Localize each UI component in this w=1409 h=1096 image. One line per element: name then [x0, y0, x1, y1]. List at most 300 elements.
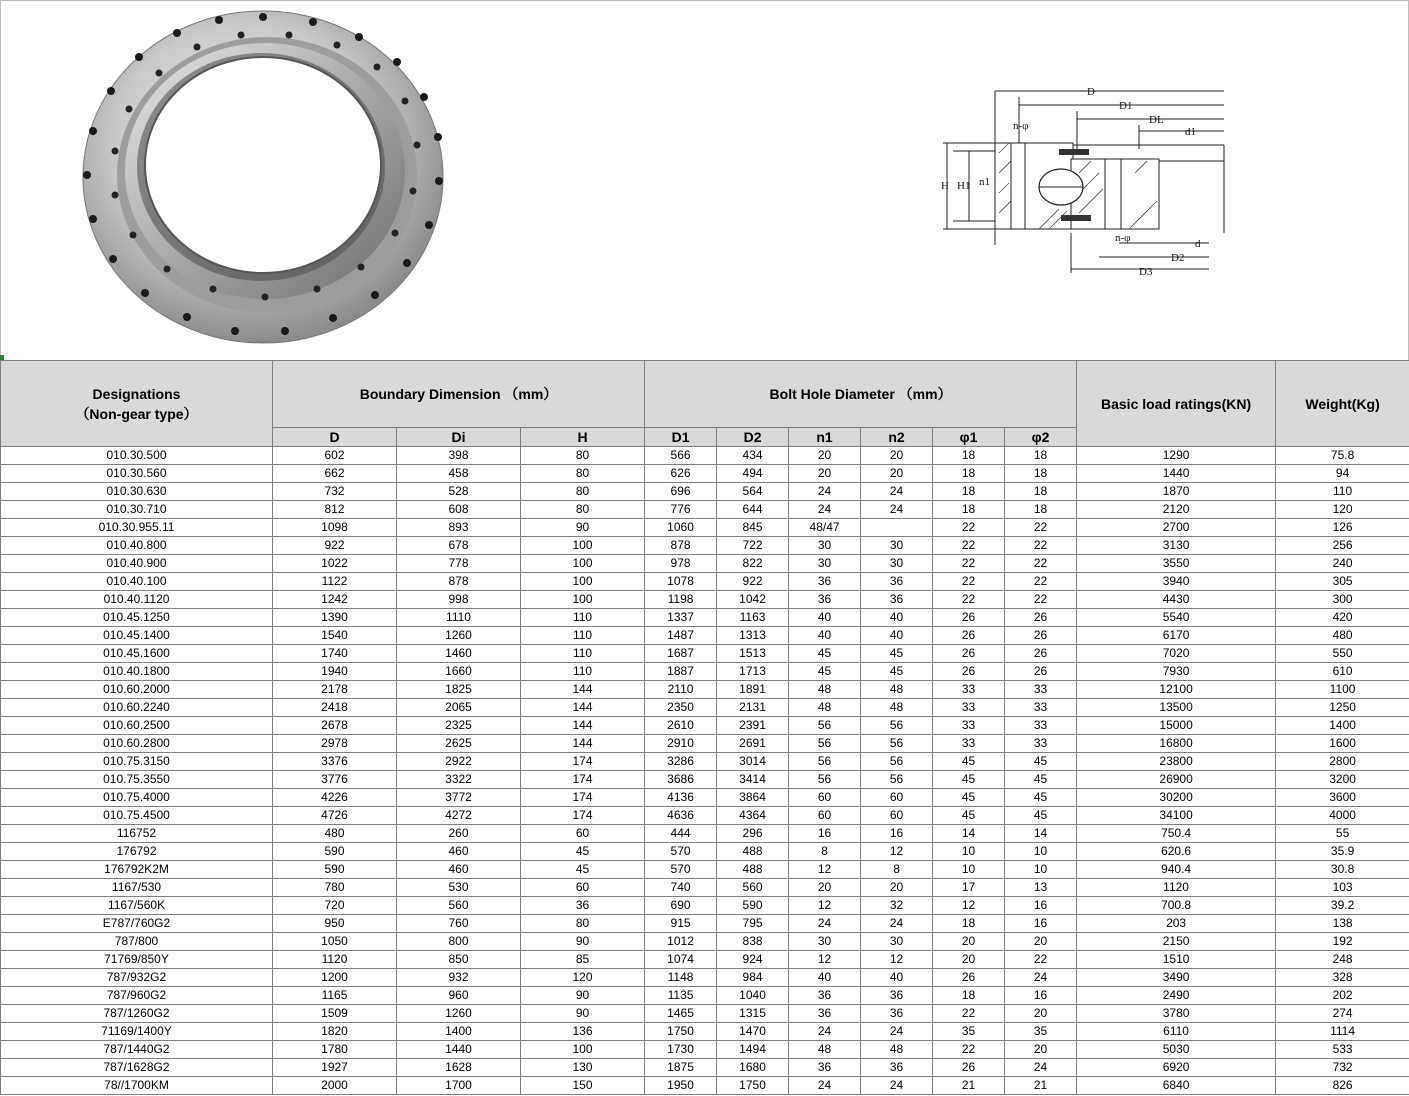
- cell-D2: 644: [717, 501, 789, 519]
- cell-phi1: 18: [933, 483, 1005, 501]
- cell-n1: 8: [789, 843, 861, 861]
- cell-designation: 010.30.710: [1, 501, 273, 519]
- cell-weight: 39.2: [1276, 897, 1409, 915]
- cell-n1: 56: [789, 753, 861, 771]
- table-row: [1, 483, 1409, 501]
- cell-weight: 202: [1276, 987, 1409, 1005]
- cell-phi2: 16: [1005, 915, 1077, 933]
- table-row: [1, 663, 1409, 681]
- cell-weight: 94: [1276, 465, 1409, 483]
- cell-D: 4226: [273, 789, 397, 807]
- cell-n2: 24: [861, 915, 933, 933]
- cell-phi1: 33: [933, 717, 1005, 735]
- subheader-phi2: φ2: [1005, 428, 1077, 447]
- cell-designation: 787/932G2: [1, 969, 273, 987]
- cell-basic-load: 6840: [1077, 1077, 1276, 1095]
- cell-n2: 36: [861, 987, 933, 1005]
- cell-weight: 55: [1276, 825, 1409, 843]
- cell-phi1: 33: [933, 735, 1005, 753]
- cell-D1: 1078: [645, 573, 717, 591]
- cell-D1: 3686: [645, 771, 717, 789]
- cell-phi2: 22: [1005, 519, 1077, 537]
- cell-phi1: 22: [933, 573, 1005, 591]
- cell-n1: 48: [789, 699, 861, 717]
- cell-phi1: 21: [933, 1077, 1005, 1095]
- cell-D2: 2691: [717, 735, 789, 753]
- cell-D1: 1487: [645, 627, 717, 645]
- table-row: [1, 933, 1409, 951]
- cell-n1: 40: [789, 609, 861, 627]
- cell-designation: 010.60.2500: [1, 717, 273, 735]
- cell-weight: 120: [1276, 501, 1409, 519]
- cell-Di: 1110: [397, 609, 521, 627]
- cell-weight: 75.8: [1276, 447, 1409, 465]
- cell-H: 136: [521, 1023, 645, 1041]
- cell-weight: 550: [1276, 645, 1409, 663]
- cell-basic-load: 3550: [1077, 555, 1276, 573]
- cell-D2: 722: [717, 537, 789, 555]
- cell-n1: 40: [789, 627, 861, 645]
- table-row: [1, 1077, 1409, 1095]
- cell-D: 2000: [273, 1077, 397, 1095]
- cell-basic-load: 2490: [1077, 987, 1276, 1005]
- subheader-Di: Di: [397, 428, 521, 447]
- cell-phi1: 10: [933, 861, 1005, 879]
- cell-weight: 248: [1276, 951, 1409, 969]
- cell-phi2: 33: [1005, 681, 1077, 699]
- cell-D2: 494: [717, 465, 789, 483]
- cell-D1: 1465: [645, 1005, 717, 1023]
- cell-basic-load: 30200: [1077, 789, 1276, 807]
- cell-D1: 4636: [645, 807, 717, 825]
- cell-weight: 110: [1276, 483, 1409, 501]
- cell-Di: 778: [397, 555, 521, 573]
- cell-H: 80: [521, 915, 645, 933]
- cell-phi1: 45: [933, 771, 1005, 789]
- cell-n2: 48: [861, 1041, 933, 1059]
- cell-Di: 998: [397, 591, 521, 609]
- cell-phi2: 18: [1005, 483, 1077, 501]
- table-row: [1, 1005, 1409, 1023]
- table-row: [1, 735, 1409, 753]
- cell-D1: 878: [645, 537, 717, 555]
- cell-basic-load: 12100: [1077, 681, 1276, 699]
- cell-n1: 24: [789, 501, 861, 519]
- cell-phi1: 18: [933, 987, 1005, 1005]
- label-D3: D3: [1139, 266, 1153, 278]
- header-designations: [1, 361, 273, 447]
- cell-D1: 2350: [645, 699, 717, 717]
- cell-designation: 176792K2M: [1, 861, 273, 879]
- cell-n1: 24: [789, 483, 861, 501]
- cell-D2: 3414: [717, 771, 789, 789]
- cell-designation: 010.30.560: [1, 465, 273, 483]
- cell-basic-load: 16800: [1077, 735, 1276, 753]
- cell-D1: 1950: [645, 1077, 717, 1095]
- cell-H: 60: [521, 879, 645, 897]
- cell-n2: 40: [861, 969, 933, 987]
- cell-phi2: 33: [1005, 717, 1077, 735]
- cell-basic-load: 26900: [1077, 771, 1276, 789]
- cell-designation: 010.40.1120: [1, 591, 273, 609]
- cell-designation: 010.75.4000: [1, 789, 273, 807]
- cell-D1: 1730: [645, 1041, 717, 1059]
- cell-phi1: 45: [933, 789, 1005, 807]
- cell-Di: 760: [397, 915, 521, 933]
- cell-basic-load: 3940: [1077, 573, 1276, 591]
- cell-designation: 010.30.955.11: [1, 519, 273, 537]
- cell-D2: 922: [717, 573, 789, 591]
- table-row: [1, 789, 1409, 807]
- cell-H: 144: [521, 717, 645, 735]
- label-D1: D1: [1119, 100, 1133, 112]
- slewing-bearing-photo: [79, 5, 451, 345]
- cell-n1: 12: [789, 951, 861, 969]
- cell-D1: 1135: [645, 987, 717, 1005]
- cell-H: 45: [521, 843, 645, 861]
- cell-Di: 1260: [397, 1005, 521, 1023]
- cell-H: 150: [521, 1077, 645, 1095]
- cell-weight: 328: [1276, 969, 1409, 987]
- cell-D: 1390: [273, 609, 397, 627]
- cell-Di: 2325: [397, 717, 521, 735]
- cell-weight: 192: [1276, 933, 1409, 951]
- cell-designation: 010.75.4500: [1, 807, 273, 825]
- cell-Di: 3322: [397, 771, 521, 789]
- cell-n1: 45: [789, 645, 861, 663]
- cell-H: 100: [521, 537, 645, 555]
- cell-D1: 978: [645, 555, 717, 573]
- cell-H: 36: [521, 897, 645, 915]
- cell-n2: 40: [861, 627, 933, 645]
- cell-n2: 20: [861, 465, 933, 483]
- cell-phi1: 17: [933, 879, 1005, 897]
- cell-H: 144: [521, 699, 645, 717]
- cell-D: 1098: [273, 519, 397, 537]
- cell-H: 174: [521, 753, 645, 771]
- table-row: [1, 645, 1409, 663]
- cell-H: 100: [521, 1041, 645, 1059]
- cell-phi2: 13: [1005, 879, 1077, 897]
- cell-D: 720: [273, 897, 397, 915]
- cell-D1: 1012: [645, 933, 717, 951]
- cell-D: 1120: [273, 951, 397, 969]
- cell-D1: 570: [645, 861, 717, 879]
- cell-D: 1050: [273, 933, 397, 951]
- cell-D1: 1687: [645, 645, 717, 663]
- cell-n1: 60: [789, 789, 861, 807]
- cell-D2: 1315: [717, 1005, 789, 1023]
- cell-n1: 36: [789, 1059, 861, 1077]
- cell-phi2: 22: [1005, 537, 1077, 555]
- cell-weight: 4000: [1276, 807, 1409, 825]
- cell-D2: 1042: [717, 591, 789, 609]
- cell-basic-load: 5540: [1077, 609, 1276, 627]
- cell-H: 144: [521, 681, 645, 699]
- cell-Di: 460: [397, 843, 521, 861]
- cell-H: 85: [521, 951, 645, 969]
- cell-D1: 1198: [645, 591, 717, 609]
- cell-D1: 626: [645, 465, 717, 483]
- cell-n2: 56: [861, 735, 933, 753]
- table-row: [1, 681, 1409, 699]
- cell-Di: 1440: [397, 1041, 521, 1059]
- cell-Di: 800: [397, 933, 521, 951]
- cell-H: 100: [521, 591, 645, 609]
- cell-phi2: 45: [1005, 771, 1077, 789]
- cell-weight: 103: [1276, 879, 1409, 897]
- cell-Di: 2625: [397, 735, 521, 753]
- cell-basic-load: 620.6: [1077, 843, 1276, 861]
- cell-n2: 45: [861, 663, 933, 681]
- cell-basic-load: 2150: [1077, 933, 1276, 951]
- cell-Di: 1825: [397, 681, 521, 699]
- cell-basic-load: 2120: [1077, 501, 1276, 519]
- cell-n1: 56: [789, 735, 861, 753]
- cell-D1: 1750: [645, 1023, 717, 1041]
- label-D2: D2: [1171, 252, 1185, 264]
- cell-Di: 4272: [397, 807, 521, 825]
- cell-basic-load: 13500: [1077, 699, 1276, 717]
- cell-basic-load: 1120: [1077, 879, 1276, 897]
- cell-D: 1780: [273, 1041, 397, 1059]
- cell-phi2: 18: [1005, 465, 1077, 483]
- cell-designation: 787/800: [1, 933, 273, 951]
- cell-designation: 1167/560K: [1, 897, 273, 915]
- cell-phi1: 18: [933, 915, 1005, 933]
- cell-D2: 845: [717, 519, 789, 537]
- cell-D1: 3286: [645, 753, 717, 771]
- cell-phi1: 18: [933, 465, 1005, 483]
- cell-n1: 48/47: [789, 519, 861, 537]
- cell-D: 3776: [273, 771, 397, 789]
- cell-basic-load: 23800: [1077, 753, 1276, 771]
- cell-H: 110: [521, 645, 645, 663]
- cell-n1: 20: [789, 447, 861, 465]
- cell-designation: 010.45.1600: [1, 645, 273, 663]
- cell-Di: 1628: [397, 1059, 521, 1077]
- label-n-phi-top: n-φ: [1013, 120, 1029, 132]
- cell-weight: 2800: [1276, 753, 1409, 771]
- cell-D: 1200: [273, 969, 397, 987]
- cell-weight: 1114: [1276, 1023, 1409, 1041]
- table-row: [1, 771, 1409, 789]
- cell-n1: 56: [789, 771, 861, 789]
- cell-designation: 176792: [1, 843, 273, 861]
- label-d: d: [1195, 238, 1201, 250]
- cell-weight: 300: [1276, 591, 1409, 609]
- cell-n2: 30: [861, 933, 933, 951]
- table-row: [1, 897, 1409, 915]
- cell-n2: 45: [861, 645, 933, 663]
- cell-D: 812: [273, 501, 397, 519]
- header-designations-line2: （Non-gear type）: [75, 405, 198, 422]
- cell-H: 45: [521, 861, 645, 879]
- cell-phi2: 20: [1005, 1041, 1077, 1059]
- cell-phi1: 20: [933, 933, 1005, 951]
- cell-designation: 010.60.2800: [1, 735, 273, 753]
- cell-D1: 444: [645, 825, 717, 843]
- cell-D1: 4136: [645, 789, 717, 807]
- cell-n2: 60: [861, 807, 933, 825]
- table-body: [1, 447, 1409, 1095]
- cell-phi1: 26: [933, 609, 1005, 627]
- cell-phi2: 26: [1005, 663, 1077, 681]
- subheader-H: H: [521, 428, 645, 447]
- cell-weight: 1400: [1276, 717, 1409, 735]
- cell-D2: 1513: [717, 645, 789, 663]
- cell-D: 1740: [273, 645, 397, 663]
- cell-D: 590: [273, 861, 397, 879]
- cell-D1: 1887: [645, 663, 717, 681]
- cell-phi2: 18: [1005, 501, 1077, 519]
- cell-D2: 1040: [717, 987, 789, 1005]
- cell-designation: 010.30.630: [1, 483, 273, 501]
- cell-phi2: 20: [1005, 1005, 1077, 1023]
- label-DL: DL: [1149, 114, 1164, 126]
- cell-D2: 822: [717, 555, 789, 573]
- cell-n1: 40: [789, 969, 861, 987]
- cell-phi1: 20: [933, 951, 1005, 969]
- cell-D: 2978: [273, 735, 397, 753]
- cell-weight: 1100: [1276, 681, 1409, 699]
- cell-phi2: 45: [1005, 807, 1077, 825]
- cell-D1: 1875: [645, 1059, 717, 1077]
- cell-phi1: 45: [933, 807, 1005, 825]
- cell-H: 174: [521, 789, 645, 807]
- cell-basic-load: 700.8: [1077, 897, 1276, 915]
- table-row: [1, 501, 1409, 519]
- table-row: [1, 447, 1409, 465]
- cell-n1: 12: [789, 861, 861, 879]
- cell-basic-load: 2700: [1077, 519, 1276, 537]
- cell-D: 1927: [273, 1059, 397, 1077]
- cell-n2: 20: [861, 447, 933, 465]
- cell-phi1: 22: [933, 519, 1005, 537]
- cell-phi2: 26: [1005, 645, 1077, 663]
- cell-Di: 560: [397, 897, 521, 915]
- table-row: [1, 609, 1409, 627]
- cell-phi2: 21: [1005, 1077, 1077, 1095]
- cell-phi1: 22: [933, 537, 1005, 555]
- label-H: H: [941, 180, 949, 192]
- cell-designation: 787/1260G2: [1, 1005, 273, 1023]
- cell-basic-load: 940.4: [1077, 861, 1276, 879]
- cell-H: 90: [521, 987, 645, 1005]
- cell-D1: 690: [645, 897, 717, 915]
- cell-D: 3376: [273, 753, 397, 771]
- cell-H: 144: [521, 735, 645, 753]
- table-row: [1, 1023, 1409, 1041]
- table-row: [1, 915, 1409, 933]
- cell-n2: 30: [861, 555, 933, 573]
- table-row: [1, 969, 1409, 987]
- cell-phi1: 33: [933, 681, 1005, 699]
- cell-weight: 1600: [1276, 735, 1409, 753]
- table-row: [1, 699, 1409, 717]
- cell-D2: 1891: [717, 681, 789, 699]
- cell-designation: 010.40.100: [1, 573, 273, 591]
- cell-D1: 1074: [645, 951, 717, 969]
- cell-phi2: 10: [1005, 843, 1077, 861]
- cell-n2: 12: [861, 843, 933, 861]
- cell-n1: 48: [789, 681, 861, 699]
- cell-D2: 434: [717, 447, 789, 465]
- cell-n1: 36: [789, 591, 861, 609]
- table-row: [1, 1041, 1409, 1059]
- header-boundary-dimension: Boundary Dimension （mm）: [273, 361, 645, 428]
- table-row: [1, 627, 1409, 645]
- cell-D2: 1494: [717, 1041, 789, 1059]
- cell-D: 1820: [273, 1023, 397, 1041]
- cell-weight: 533: [1276, 1041, 1409, 1059]
- bearing-spec-table: [0, 360, 1409, 1095]
- cell-phi1: 22: [933, 1005, 1005, 1023]
- cell-n2: 56: [861, 717, 933, 735]
- cell-designation: 787/1628G2: [1, 1059, 273, 1077]
- cell-phi2: 22: [1005, 555, 1077, 573]
- cell-basic-load: 34100: [1077, 807, 1276, 825]
- cell-phi1: 45: [933, 753, 1005, 771]
- cell-n2: 36: [861, 573, 933, 591]
- cell-n2: 56: [861, 771, 933, 789]
- cell-H: 60: [521, 825, 645, 843]
- cell-phi2: 20: [1005, 933, 1077, 951]
- cell-weight: 1250: [1276, 699, 1409, 717]
- cell-D1: 776: [645, 501, 717, 519]
- cell-D: 590: [273, 843, 397, 861]
- cell-weight: 610: [1276, 663, 1409, 681]
- cell-D: 2678: [273, 717, 397, 735]
- cell-phi1: 26: [933, 645, 1005, 663]
- cell-phi1: 22: [933, 555, 1005, 573]
- cell-Di: 1400: [397, 1023, 521, 1041]
- cell-n1: 30: [789, 933, 861, 951]
- cell-H: 80: [521, 501, 645, 519]
- cell-phi2: 24: [1005, 1059, 1077, 1077]
- cell-D1: 566: [645, 447, 717, 465]
- cell-basic-load: 203: [1077, 915, 1276, 933]
- cell-H: 174: [521, 807, 645, 825]
- cell-n2: 8: [861, 861, 933, 879]
- cell-D1: 2610: [645, 717, 717, 735]
- cell-D2: 1680: [717, 1059, 789, 1077]
- cell-D2: 488: [717, 843, 789, 861]
- subheader-D2: D2: [717, 428, 789, 447]
- cell-designation: 71769/850Y: [1, 951, 273, 969]
- table-row: [1, 537, 1409, 555]
- cell-D2: 3864: [717, 789, 789, 807]
- cell-D: 1940: [273, 663, 397, 681]
- cell-n2: 16: [861, 825, 933, 843]
- cell-designation: 71169/1400Y: [1, 1023, 273, 1041]
- cell-designation: 010.40.800: [1, 537, 273, 555]
- cell-weight: 35.9: [1276, 843, 1409, 861]
- cell-phi2: 45: [1005, 789, 1077, 807]
- cell-D2: 1750: [717, 1077, 789, 1095]
- cell-n1: 24: [789, 915, 861, 933]
- table-row: [1, 717, 1409, 735]
- cell-basic-load: 1510: [1077, 951, 1276, 969]
- cell-phi2: 16: [1005, 987, 1077, 1005]
- cell-phi1: 18: [933, 501, 1005, 519]
- cell-H: 110: [521, 663, 645, 681]
- cell-basic-load: 6170: [1077, 627, 1276, 645]
- cell-D2: 838: [717, 933, 789, 951]
- header-designations-line1: Designations: [92, 385, 181, 402]
- cell-designation: 787/960G2: [1, 987, 273, 1005]
- cell-designation: 010.40.1800: [1, 663, 273, 681]
